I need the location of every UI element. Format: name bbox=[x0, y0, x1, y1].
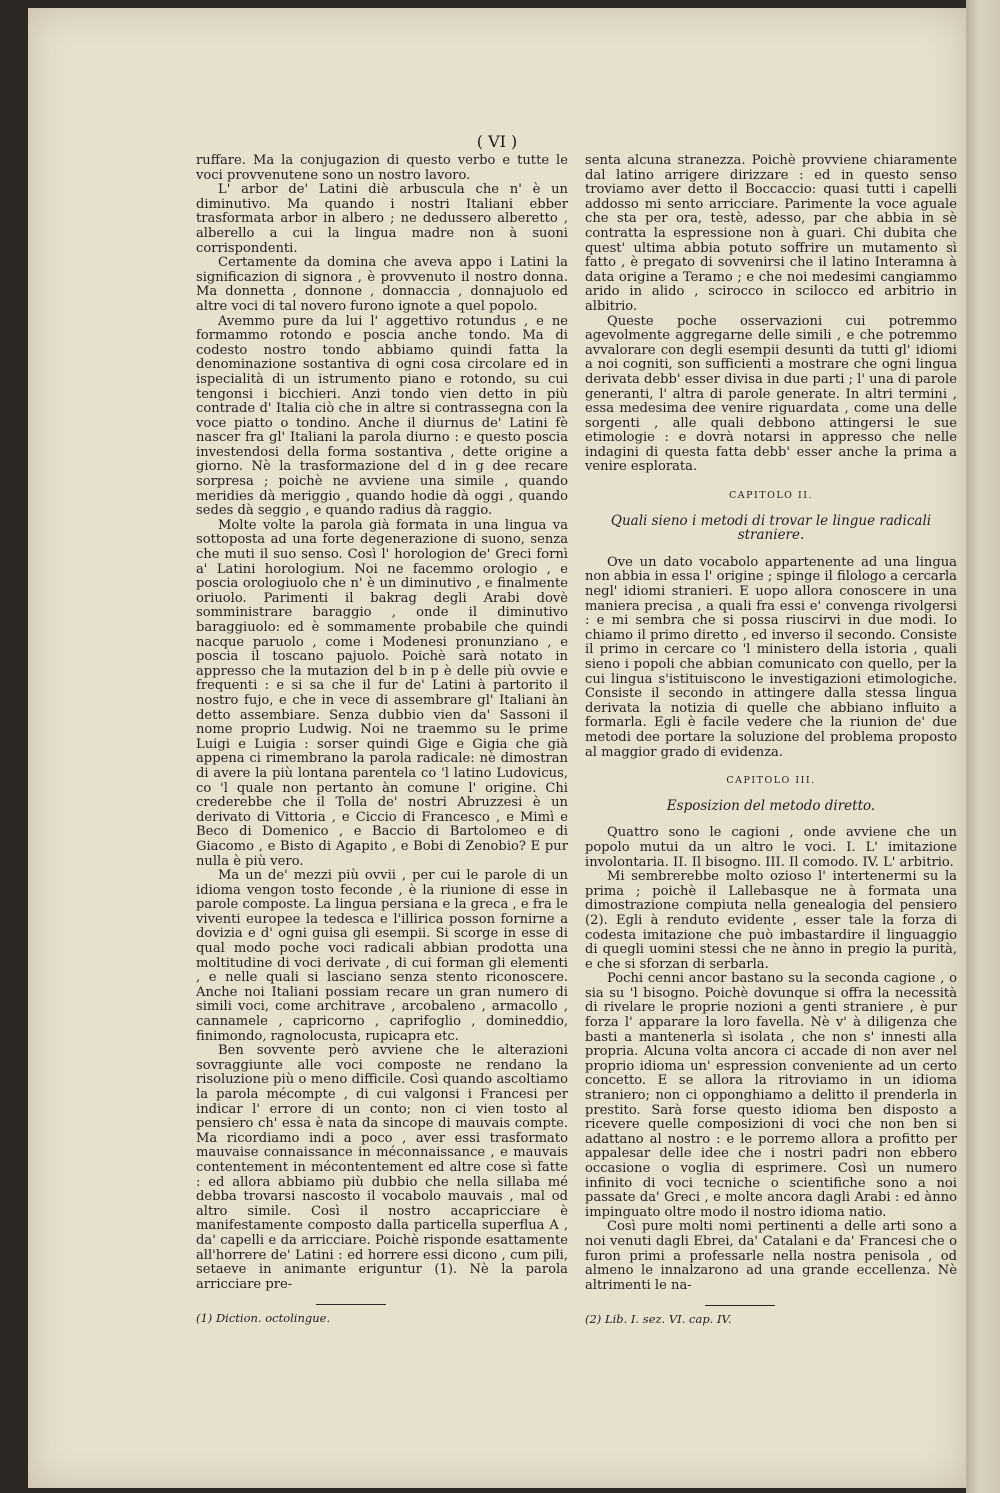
chapter-3-title: Esposizion del metodo diretto. bbox=[666, 797, 876, 814]
paragraph: Quattro sono le cagioni , onde avviene che un popolo mutui da un altro le voci. I. L' imitazione involontaria. II. Il bisogno. III. Il comodo. IV. L' arbitrio. bbox=[585, 825, 957, 870]
paragraph: Pochi cenni ancor bastano su la seconda cagione , o sia su 'l bisogno. Poichè dovunque si offra la necessità di rivelare le proprie nozioni a genti straniere , è pur forza l' apparare la loro favella. Nè v' à diligenza che basti a mantenerla sì isolata , che non s' innesti alla propria. Alcuna volta ancora ci accade di non aver nel proprio idioma un' espression conveniente ad un certo concetto. E se allora la ritroviamo in un idioma straniero; non ci opponghiamo a delitto il prenderla in prestito. Sarà forse questo idioma ben disposto a ricevere quelle composizioni di voci che non ben si adattano al nostro : e le porremo allora a profitto per appalesar delle idee che i nostri padri non ebbero occasione o voglia di esprimere. Così un numero infinito di voci tecniche o scientifiche sono a noi passate da' Greci , e molte ancora dagli Arabi : ed ànno impinguato oltre modo il nostro idioma natio. bbox=[585, 971, 957, 1220]
paragraph: Queste poche osservazioni cui potremmo agevolmente aggregarne delle simili , e che potremmo avvalorare con degli esempii desunti da tutti gl' idiomi a noi cogniti, son sufficienti a mostrare che ogni lingua derivata debb' esser divisa in due parti ; l' una di parole generanti, l' altra di parole generate. In altri termini , essa medesima dee venire riguardata , come una delle sorgenti , alle quali debbono attingersi le sue etimologie : e dovrà notarsi in appresso che nelle indagini di questa fatta debb' esser anche la prima a venire esplorata. bbox=[585, 313, 957, 475]
paragraph: L' arbor de' Latini diè arbuscula che n' è un diminutivo. Ma quando i nostri Italiani ebber trasformata arbor in albero ; ne dedussero alberetto , alberello a cui la lingua madre non à suoni corrispondenti. bbox=[196, 182, 568, 256]
book-page bbox=[28, 8, 966, 1488]
chapter-3-label: CAPITOLO III. bbox=[726, 775, 816, 787]
chapter-2-title: Quali sieno i metodi di trovar le lingue radicali straniere. bbox=[610, 512, 932, 544]
paragraph: ruffare. Ma la conjugazion di questo verbo e tutte le voci provvenutene sono un nostro lavoro. bbox=[196, 153, 568, 183]
paragraph: Così pure molti nomi pertinenti a delle arti sono a noi venuti dagli Ebrei, da' Catalani e da' Francesi che o furon primi a professarle nella nostra penisola , od almeno le innalzarono ad una grande eccellenza. Nè altrimenti le na- bbox=[585, 1219, 957, 1293]
right-paragraphs-c bbox=[585, 826, 957, 1293]
page-number: ( VI ) bbox=[476, 132, 518, 151]
right-paragraphs-b bbox=[585, 556, 957, 760]
footnote-rule bbox=[705, 1305, 775, 1306]
paragraph: Mi sembrerebbe molto ozioso l' intertenermi su la prima ; poichè il Lallebasque ne à formata una dimostrazione compiuta nella genealogia del pensiero (2). Egli à renduto evidente , esser tale la forza di codesta imitazione che può imbastardire il linguaggio di quegli uomini stessi che ne ànno in pregio la purità, e che si sforzan di serbarla. bbox=[585, 869, 957, 972]
right-paragraphs-a bbox=[585, 154, 957, 475]
left-paragraphs bbox=[196, 154, 568, 1292]
chapter-2-label: CAPITOLO II. bbox=[728, 490, 814, 502]
paragraph: Ben sovvente però avviene che le alterazioni sovraggiunte alle voci composte ne rendano la risoluzione più o meno difficile. Così quando ascoltiamo la parola mécompte , di cui valgonsi i Francesi per indicar l' errore di un conto; non ci vien tosto al pensiero ch' essa è nata da sincope di mauvais compte. Ma ricordiamo indi a poco , aver essi trasformato mauvaise connaissance in méconnaissance , e mauvais contentement in mécontentement ed altre cose sì fatte : ed allora abbiamo più dubbio che nella sillaba mé debba trovarsi nascosto il vocabolo mauvais , mal od altro simile. Così il nostro accapricciare è manifestamente composto dalla particella superflua A , da' capelli e da arricciare. Poichè risponde esattamente all'horrere de' Latini : ed horrere essi dicono , cum pili, setaeve in animante eriguntur (1). Nè la parola arricciare pre- bbox=[196, 1043, 568, 1292]
right-footnote: (2) Lib. I. sez. VI. cap. IV. bbox=[585, 1312, 732, 1327]
left-footnote: (1) Diction. octolingue. bbox=[196, 1311, 331, 1326]
paragraph: Avemmo pure da lui l' aggettivo rotundus , e ne formammo rotondo e poscia anche tondo. Ma di codesto nostro tondo abbiamo quindi fatta la denominazione sostantiva di ogni cosa circolare ed in ispecialità di un istrumento piano e rotondo, su cui tengonsi i bicchieri. Anzi tondo vien detto in più contrade d' Italia ciò che in altre si contrassegna con la voce piatto o tondino. Anche il diurnus de' Latini fè nascer fra gl' Italiani la parola diurno : e questo poscia investendosi della forma sostantiva , dette origine a giorno. Nè la trasformazione del d in g dee recare sorpresa ; poichè ne avviene una simile , quando meridies dà meriggio , quando hodie dà oggi , quando sedes dà seggio , e quando radius dà raggio. bbox=[196, 313, 568, 519]
paragraph: Certamente da domina che aveva appo i Latini la significazion di signora , è provvenuto il nostro donna. Ma donnetta , donnone , donnaccia , donnajuolo ed altre voci di tal novero furono ignote a quel popolo. bbox=[196, 255, 568, 314]
adjacent-page-edge bbox=[966, 0, 1000, 1493]
right-column bbox=[585, 154, 957, 1327]
paragraph: Ma un de' mezzi più ovvii , per cui le parole di un idioma vengon tosto feconde , è la riunione di esse in parole composte. La lingua persiana e la greca , e fra le viventi europee la tedesca e l'illirica posson fornirne a dovizia e d' ogni guisa gli esempii. Si scorge in esse di qual modo poche voci radicali abbian prodotta una moltitudine di voci derivate , di cui forman gli elementi , e nelle quali si lasciano senza stento riconoscere. Anche noi Italiani possiam recare un gran numero di simili voci, come architrave , arcobaleno , armacollo , cannamele , capricorno , caprifoglio , domineddio, finimondo, ragnolocusta, rupicapra etc. bbox=[196, 868, 568, 1044]
left-column bbox=[196, 154, 568, 1326]
paragraph: Ove un dato vocabolo appartenente ad una lingua non abbia in essa l' origine ; spinge il filologo a cercarla negl' idiomi stranieri. E uopo allora conoscere in una maniera precisa , a quali fra essi e' convenga rivolgersi : e mi sembra che si possa riuscirvi in due modi. Io chiamo il primo diretto , ed inverso il secondo. Consiste il primo in cercare co 'l ministero della istoria , quali sieno i popoli che abbian comunicato con quello, per la cui lingua s'istituiscono le investigazioni etimologiche. Consiste il secondo in attingere dalla stessa lingua derivata la notizia di quelle che abbiano influito a formarla. Egli è facile vedere che la riunion de' due metodi dee portare la soluzione del problema proposto al maggior grado di evidenza. bbox=[585, 554, 957, 760]
footnote-rule bbox=[316, 1304, 386, 1305]
paragraph: senta alcuna stranezza. Poichè provviene chiaramente dal latino arrigere dirizzare : ed in questo senso troviamo aver detto il Boccaccio: quasi tutti i capelli addosso mi sento arricciare. Parimente la voce aguale che sta per ora, testè, adesso, par che abbia in sè contratta la espressione non à guari. Chi dubita che quest' ultima abbia potuto soffrire un mutamento sì fatto , è pregato di sovvenirsi che il latino Interamna à data origine a Teramo ; e che noi medesimi cangiammo arido in alido , scirocco in scilocco ed arbitrio in albitrio. bbox=[585, 153, 957, 314]
paragraph: Molte volte la parola già formata in una lingua va sottoposta ad una forte degenerazione di suono, senza che muti il suo senso. Così l' horologion de' Greci fornì a' Latini horologium. Noi ne facemmo orologio , e poscia orologiuolo che n' è un diminutivo , e finalmente oriuolo. Parimenti il bakrag degli Arabi dovè somministrare baraggio , onde il diminutivo baraggiuolo: ed è sommamente probabile che quindi nacque paruolo , come i Modenesi pronunziano , e poscia il toscano pajuolo. Poichè sarà notato in appresso che la mutazion del b in p è delle più ovvie e frequenti : e si sa che il fur de' Latini à partorito il nostro fujo, e che in vece di assembrare gl' Italiani àn detto assembiare. Senza dubbio vien da' Sassoni il nome proprio Ludwig. Noi ne traemmo su le prime Luigi e Luigia : sorser quindi Gige e Gigia che già appena ci rimembrano la parola radicale: nè dimostran di avere la più lontana parentela co 'l latino Ludovicus, co 'l quale non pertanto àn comune l' origine. Chi crederebbe che il Tolla de' nostri Abruzzesi è un derivato di Vittoria , e Ciccio di Francesco , e Mimì e Beco di Domenico , e Baccio di Bartolomeo e di Giacomo , e Bisto di Agapito , e Bobi di Zenobio? E pur nulla è più vero. bbox=[196, 517, 568, 869]
